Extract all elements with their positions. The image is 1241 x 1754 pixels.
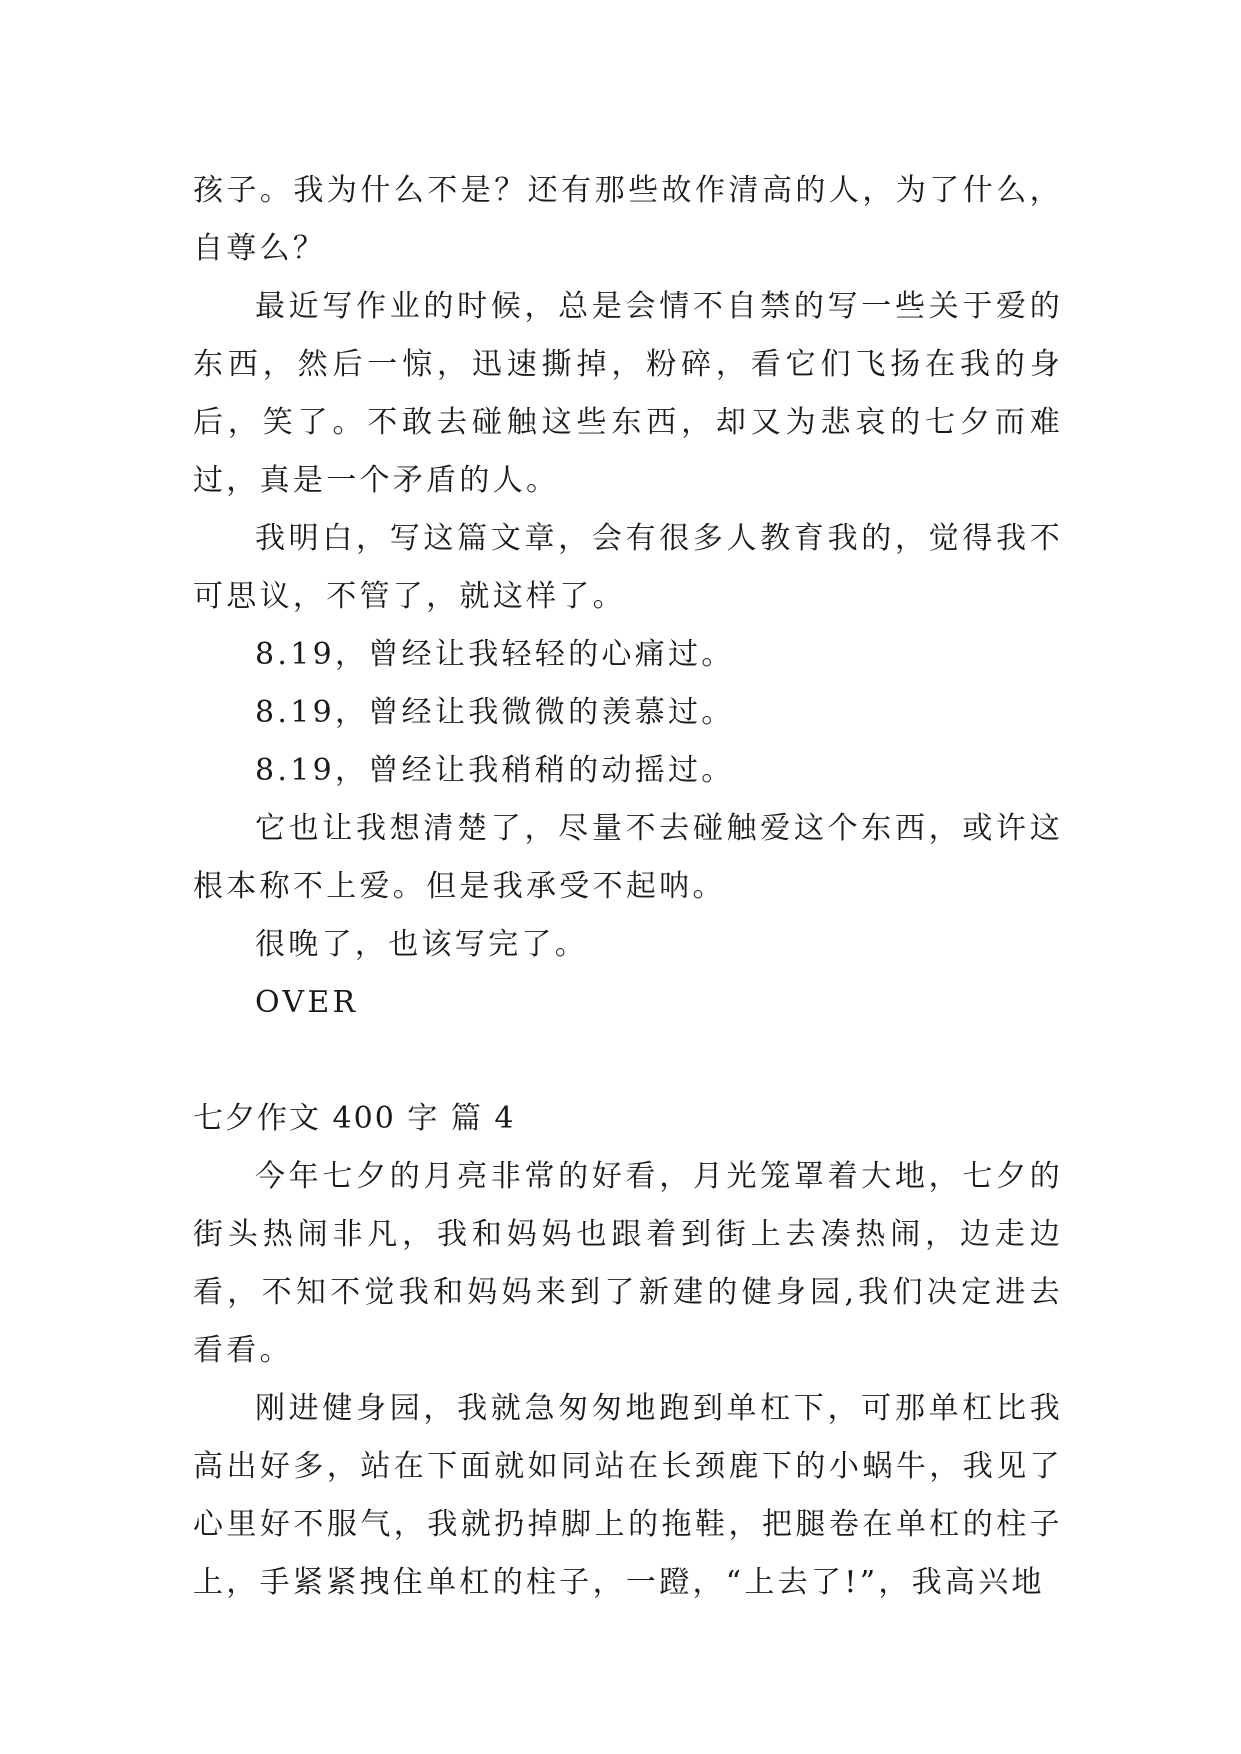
paragraph-over: OVER xyxy=(255,985,359,1020)
paragraph-continued: 孩子。我为什么不是？还有那些故作清高的人，为了什么，自尊么？ xyxy=(193,173,1063,266)
paragraph: 最近写作业的时候，总是会情不自禁的写一些关于爱的东西，然后一惊，迅速撕掉，粉碎，看它们飞扬在我的身后，笑了。不敢去碰触这些东西，却又为悲哀的七夕而难过，真是一个矛盾的人。 xyxy=(193,289,1063,498)
section-heading: 七夕作文 400 字 篇 4 xyxy=(193,1101,516,1136)
paragraph: 8.19，曾经让我微微的羡慕过。 xyxy=(255,695,735,730)
paragraph: 我明白，写这篇文章，会有很多人教育我的，觉得我不可思议，不管了，就这样了。 xyxy=(193,521,1063,614)
section-gap xyxy=(193,1032,1063,1090)
paragraph: 很晚了，也该写完了。 xyxy=(255,927,588,962)
paragraph: 它也让我想清楚了，尽量不去碰触爱这个东西，或许这根本称不上爱。但是我承受不起呐。 xyxy=(193,811,1063,904)
paragraph: 今年七夕的月亮非常的好看，月光笼罩着大地，七夕的街头热闹非凡，我和妈妈也跟着到街上去凑热闹，边走边看，不知不觉我和妈妈来到了新建的健身园,我们决定进去看看。 xyxy=(193,1159,1063,1368)
document-body xyxy=(193,162,1063,1612)
paragraph: 刚进健身园，我就急匆匆地跑到单杠下，可那单杠比我高出好多，站在下面就如同站在长颈鹿下的小蜗牛，我见了心里好不服气，我就扔掉脚上的拖鞋，把腿卷在单杠的柱子上，手紧紧拽住单杠的柱子，一蹬，“上去了!”，我高兴地 xyxy=(193,1391,1063,1600)
paragraph: 8.19，曾经让我稍稍的动摇过。 xyxy=(255,753,735,788)
paragraph: 8.19，曾经让我轻轻的心痛过。 xyxy=(255,637,735,672)
